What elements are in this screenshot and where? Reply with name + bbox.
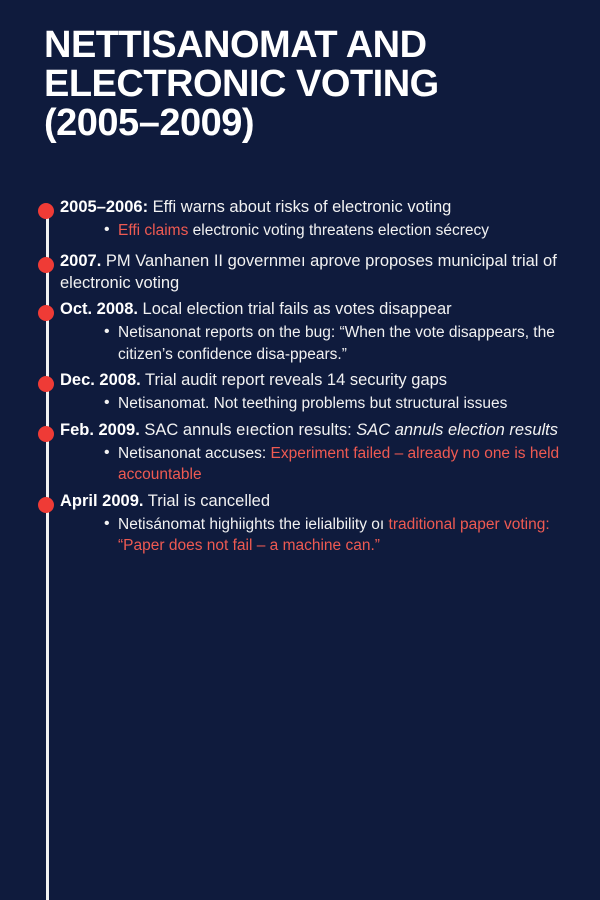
timeline-events [0, 196, 600, 561]
timeline-event [0, 369, 600, 415]
list-item [60, 514, 588, 557]
timeline-event [0, 298, 600, 365]
timeline-event [0, 490, 600, 557]
event-text: Effi warns about risks of electronic voting [148, 198, 452, 216]
bullet-icon: • [104, 515, 110, 533]
sub-text: electronic voting threatens election sécrecy [188, 222, 490, 240]
bullet-icon: • [104, 394, 110, 412]
event-heading [60, 250, 588, 295]
event-heading [60, 196, 588, 218]
timeline-event [0, 250, 600, 295]
event-sublist [60, 220, 588, 241]
bullet-icon: • [104, 444, 110, 462]
list-item [60, 322, 588, 365]
timeline-event [0, 419, 600, 486]
sub-lead: Effi claims [118, 222, 189, 240]
event-heading [60, 419, 588, 441]
bullet-icon: • [104, 221, 110, 239]
event-sublist [60, 322, 588, 365]
event-heading [60, 369, 588, 391]
timeline-dot-icon [38, 376, 54, 392]
timeline-dot-icon [38, 257, 54, 273]
event-text: PM Vanhanen II governmeı aprove proposes municipal trial of electronic voting [60, 251, 557, 292]
sub-lead: Netisánomat highiights the ielialbility oı [118, 516, 389, 534]
event-date-label: April 2009. [60, 491, 144, 510]
sub-text: traditional paper voting: “Paper does not fail – a machine can.” [118, 516, 550, 555]
timeline-dot-icon [38, 203, 54, 219]
timeline-dot-icon [38, 497, 54, 513]
event-sublist [60, 393, 588, 414]
event-text-italic: SAC annuls election results [356, 420, 559, 439]
event-date-label: 2007. [60, 251, 102, 270]
page-title: NETTISANOMAT AND ELECTRONIC VOTING (2005–2009) [44, 24, 439, 144]
timeline [0, 196, 600, 900]
sub-lead: Netisanonat accuses: [118, 445, 271, 463]
list-item [60, 443, 588, 486]
event-heading [60, 298, 588, 320]
event-heading [60, 490, 588, 512]
event-date-label: Dec. 2008. [60, 371, 141, 390]
sub-text: Experiment failed – already no one is held accountable [118, 445, 560, 484]
event-date-label: Oct. 2008. [60, 300, 138, 319]
event-text: Trial is cancelled [143, 491, 271, 510]
sub-text: Netisanonat reports on the bug: “When the vote disappears, the citizen’s confidence disa-ppears.” [118, 324, 555, 363]
list-item [60, 393, 588, 414]
timeline-event [0, 196, 600, 242]
timeline-dot-icon [38, 426, 54, 442]
event-sublist [60, 514, 588, 557]
sub-text: Netisanomat. Not teething problems but structural issues [118, 395, 508, 413]
event-text: Trial audit report reveals 14 security gaps [140, 371, 448, 390]
event-sublist [60, 443, 588, 486]
event-text: Local election trial fails as votes disappear [137, 300, 452, 319]
list-item [60, 220, 588, 241]
event-text: SAC annuls eıection results: [139, 420, 357, 439]
bullet-icon: • [104, 323, 110, 341]
event-date-label: 2005–2006: [60, 198, 149, 216]
event-date-label: Feb. 2009. [60, 420, 140, 439]
timeline-dot-icon [38, 305, 54, 321]
